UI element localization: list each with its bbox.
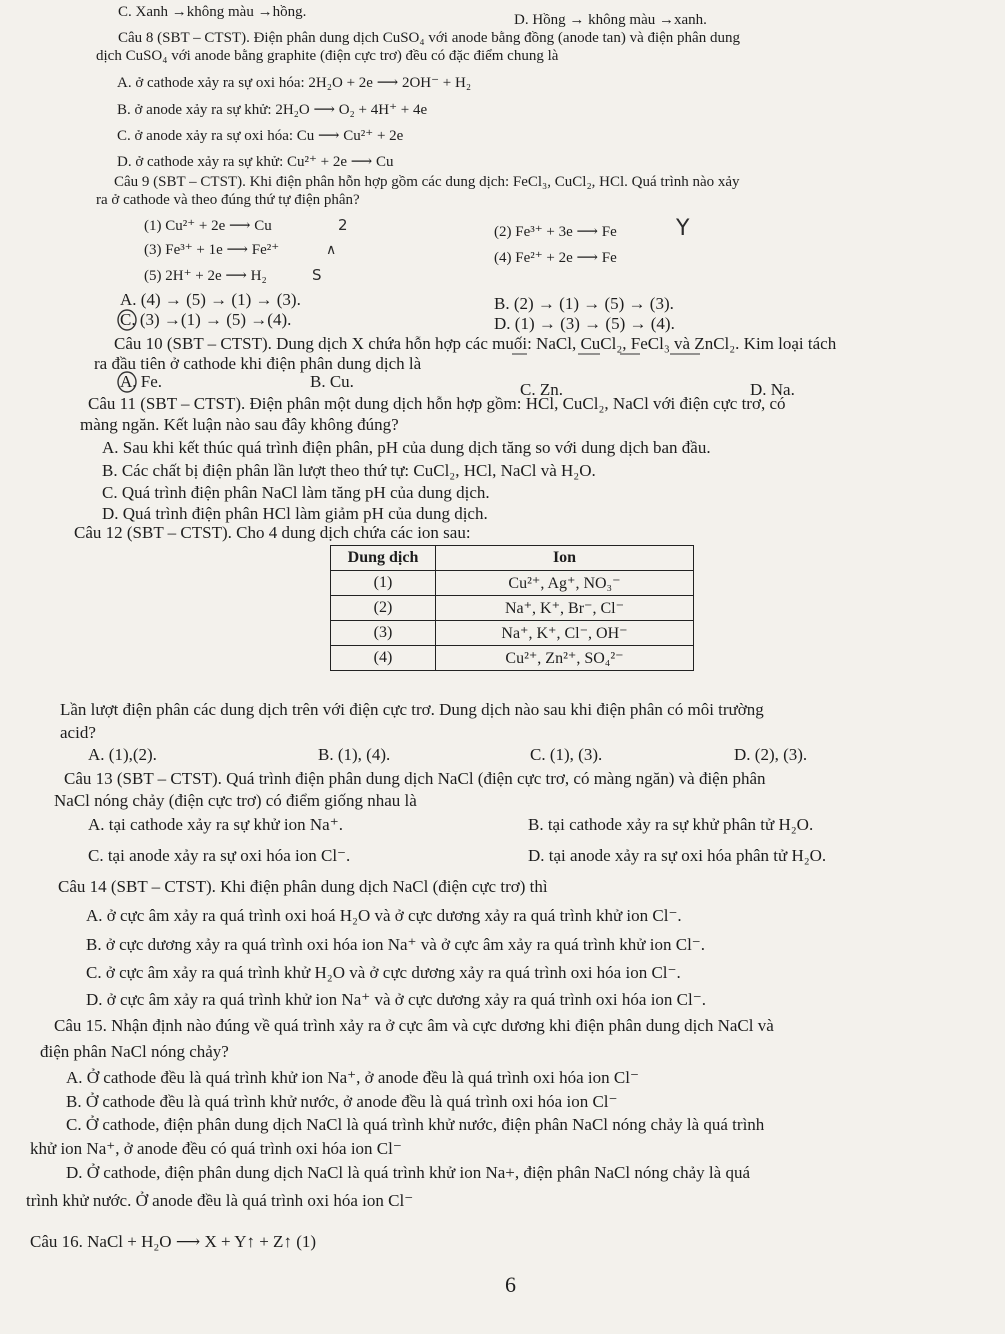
text-line: (4) Fe²⁺ + 2e ⟶ Fe: [494, 250, 617, 266]
text-line: C. tại anode xảy ra sự oxi hóa ion Cl⁻.: [88, 846, 351, 865]
text-line: Câu 13 (SBT – CTST). Quá trình điện phân dung dịch NaCl (điện cực trơ, có màng ngăn) và điện phân: [64, 769, 766, 788]
ion-table-header: [331, 546, 694, 571]
text-line: Câu 16. NaCl + H₂O ⟶ X + Y↑ + Z↑ (1): [30, 1232, 317, 1251]
text-line: ra đầu tiên ở cathode khi điện phân dung dịch là: [94, 354, 422, 373]
table-cell-solution: (4): [331, 646, 436, 671]
text-line: A. ở cathode xảy ra sự oxi hóa: 2H₂O + 2e ⟶ 2OH⁻ + H₂: [117, 75, 472, 91]
text-line: B. Ở cathode đều là quá trình khử nước, ở anode đều là quá trình oxi hóa ion Cl⁻: [66, 1092, 618, 1111]
text-line: B. Cu.: [310, 372, 354, 391]
handwritten-mark: S: [312, 266, 322, 284]
text-line: (3) Fe³⁺ + 1e ⟶ Fe²⁺: [144, 242, 280, 258]
text-line: màng ngăn. Kết luận nào sau đây không đúng?: [80, 415, 399, 434]
text-line: Câu 8 (SBT – CTST). Điện phân dung dịch CuSO₄ với anode bằng đồng (anode tan) và điện phân dung: [118, 30, 740, 46]
text-line: khử ion Na⁺, ở anode đều có quá trình oxi hóa ion Cl⁻: [30, 1139, 402, 1158]
text-line: (5) 2H⁺ + 2e ⟶ H₂: [144, 268, 267, 284]
text-line: acid?: [60, 723, 96, 742]
text-line: A. tại cathode xảy ra sự khử ion Na⁺.: [88, 815, 343, 834]
text-line: A. Fe.: [120, 372, 163, 391]
text-line: (1) Cu²⁺ + 2e ⟶ Cu: [144, 218, 272, 234]
text-line: D. Quá trình điện phân HCl làm giảm pH của dung dịch.: [102, 504, 488, 523]
table-cell-ions: Cu²⁺, Ag⁺, NO₃⁻: [436, 571, 694, 596]
text-line: D. Hồng → không màu →xanh.: [514, 12, 707, 28]
text-line: C. Zn.: [520, 380, 563, 399]
text-line: C. (1), (3).: [530, 745, 603, 764]
handwritten-mark: Y: [676, 216, 690, 241]
text-line: Câu 14 (SBT – CTST). Khi điện phân dung dịch NaCl (điện cực trơ) thì: [58, 877, 548, 896]
text-line: Câu 15. Nhận định nào đúng về quá trình xảy ra ở cực âm và cực dương khi điện phân dung dịch NaCl và: [54, 1016, 774, 1035]
ion-table: [330, 545, 694, 671]
text-line: C. ở cực âm xảy ra quá trình khử H₂O và ở cực dương xảy ra quá trình oxi hóa ion Cl⁻.: [86, 963, 681, 982]
text-line: C. Xanh →không màu →hồng.: [118, 4, 307, 20]
table-cell-ions: Na⁺, K⁺, Cl⁻, OH⁻: [436, 621, 694, 646]
text-line: D. ở cực âm xảy ra quá trình khử ion Na⁺ và ở cực dương xảy ra quá trình oxi hóa ion Cl⁻.: [86, 990, 706, 1009]
text-line: NaCl nóng chảy (điện cực trơ) có điểm giống nhau là: [54, 791, 417, 810]
text-line: C. ở anode xảy ra sự oxi hóa: Cu ⟶ Cu²⁺ + 2e: [117, 128, 404, 144]
text-line: Lần lượt điện phân các dung dịch trên với điện cực trơ. Dung dịch nào sau khi điện phân có môi trường: [60, 700, 764, 719]
text-line: Câu 11 (SBT – CTST). Điện phân một dung dịch hỗn hợp gồm: HCl, CuCl₂, NaCl với điện cực trơ, có: [88, 394, 786, 413]
table-cell-ions: Na⁺, K⁺, Br⁻, Cl⁻: [436, 596, 694, 621]
table-row: [331, 621, 694, 646]
ion-table-header-solution: Dung dịch: [331, 546, 436, 571]
text-line: trình khử nước. Ở anode đều là quá trình oxi hóa ion Cl⁻: [26, 1191, 414, 1210]
text-line: ra ở cathode và theo đúng thứ tự điện phân?: [96, 192, 360, 208]
table-row: [331, 571, 694, 596]
ion-table-header-ion: Ion: [436, 546, 694, 571]
text-line: điện phân NaCl nóng chảy?: [40, 1042, 229, 1061]
text-line: B. Các chất bị điện phân lần lượt theo thứ tự: CuCl₂, HCl, NaCl và H₂O.: [102, 461, 596, 480]
text-line: B. (2) → (1) → (5) → (3).: [494, 294, 674, 313]
text-line: D. (2), (3).: [734, 745, 808, 764]
table-cell-solution: (2): [331, 596, 436, 621]
text-line: A. Sau khi kết thúc quá trình điện phân, pH của dung dịch tăng so với dung dịch ban đầu.: [102, 438, 711, 457]
handwritten-mark: ∧: [326, 242, 337, 258]
text-line: D. Na.: [750, 380, 795, 399]
text-line: B. ở anode xảy ra sự khử: 2H₂O ⟶ O₂ + 4H⁺ + 4e: [117, 102, 428, 118]
text-line: D. Ở cathode, điện phân dung dịch NaCl là quá trình khử ion Na+, điện phân NaCl nóng chảy là quá: [66, 1163, 751, 1182]
text-line: C. (3) →(1) → (5) →(4).: [120, 310, 292, 329]
table-row: [331, 596, 694, 621]
text-line: D. (1) → (3) → (5) → (4).: [494, 314, 675, 333]
table-cell-ions: Cu²⁺, Zn²⁺, SO₄²⁻: [436, 646, 694, 671]
text-line: C. Quá trình điện phân NaCl làm tăng pH của dung dịch.: [102, 483, 490, 502]
table-cell-solution: (3): [331, 621, 436, 646]
text-line: A. (1),(2).: [88, 745, 157, 764]
text-line: B. ở cực dương xảy ra quá trình oxi hóa ion Na⁺ và ở cực âm xảy ra quá trình khử ion Cl⁻.: [86, 935, 706, 954]
handwritten-mark: 2: [338, 216, 348, 234]
text-line: C. Ở cathode, điện phân dung dịch NaCl là quá trình khử nước, điện phân NaCl nóng chảy là quá trình: [66, 1115, 765, 1134]
text-line: B. tại cathode xảy ra sự khử phân tử H₂O.: [528, 815, 814, 834]
text-line: A. ở cực âm xảy ra quá trình oxi hoá H₂O và ở cực dương xảy ra quá trình khử ion Cl⁻.: [86, 906, 682, 925]
text-line: B. (1), (4).: [318, 745, 391, 764]
text-line: dịch CuSO₄ với anode bằng graphite (điện cực trơ) đều có đặc điểm chung là: [96, 48, 559, 64]
text-line: D. ở cathode xảy ra sự khử: Cu²⁺ + 2e ⟶ Cu: [117, 154, 394, 170]
text-line: A. Ở cathode đều là quá trình khử ion Na⁺, ở anode đều là quá trình oxi hóa ion Cl⁻: [66, 1068, 639, 1087]
page-number: 6: [505, 1272, 516, 1297]
text-line: Câu 9 (SBT – CTST). Khi điện phân hỗn hợp gồm các dung dịch: FeCl₃, CuCl₂, HCl. Quá trình nào xảy: [114, 174, 740, 190]
table-row: [331, 646, 694, 671]
table-cell-solution: (1): [331, 571, 436, 596]
text-line: (2) Fe³⁺ + 3e ⟶ Fe: [494, 224, 617, 240]
text-line: D. tại anode xảy ra sự oxi hóa phân tử H₂O.: [528, 846, 827, 865]
text-line: A. (4) → (5) → (1) → (3).: [120, 290, 301, 309]
text-line: Câu 12 (SBT – CTST). Cho 4 dung dịch chứa các ion sau:: [74, 523, 471, 542]
text-line: Câu 10 (SBT – CTST). Dung dịch X chứa hỗn hợp các muối: NaCl, CuCl₂, FeCl₃ và ZnCl₂. Kim loại tách: [114, 334, 837, 353]
